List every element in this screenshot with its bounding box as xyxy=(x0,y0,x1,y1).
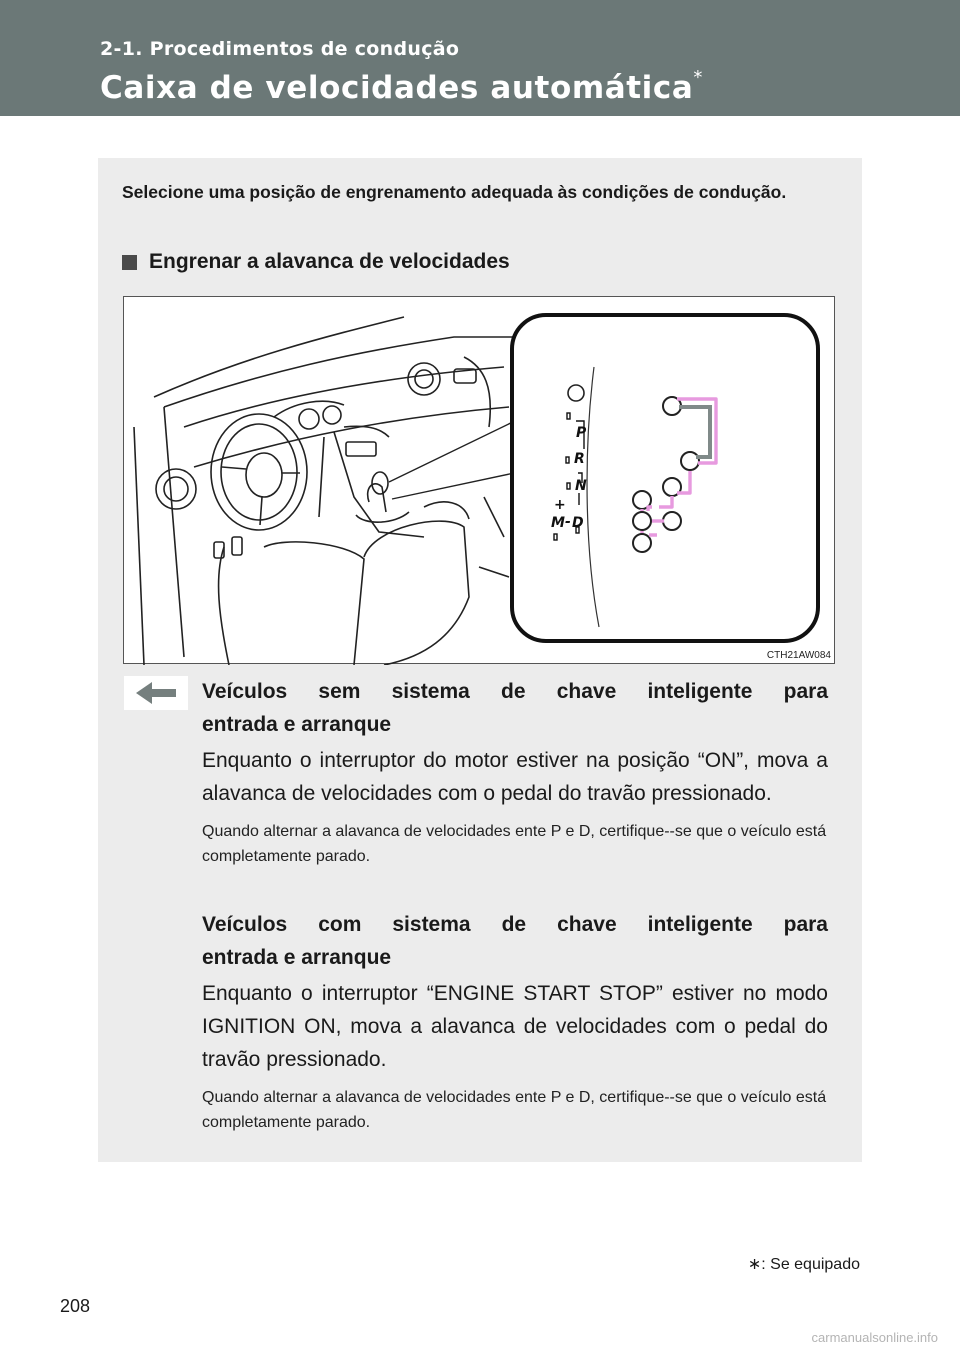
title-text: Caixa de velocidades automática xyxy=(100,70,694,106)
back-arrow-icon xyxy=(124,676,188,710)
shift-lever-illustration xyxy=(123,296,835,664)
page-number: 208 xyxy=(60,1296,91,1316)
block-note: Quando alternar a alavanca de velocidades ente P e D, certifique--se que o veículo está completamente parado. xyxy=(202,823,827,865)
equipped-mark: * xyxy=(693,66,704,88)
cockpit-drawing xyxy=(124,297,836,665)
gate-label-plus: + xyxy=(554,497,566,513)
gate-label-m: M xyxy=(551,515,565,531)
block-text: Enquanto o interruptor do motor estiver na posição “ON”, mova a alavanca de velocidades com o pedal do travão pressionado. xyxy=(202,749,828,805)
gate-label-d: D xyxy=(572,515,584,531)
footnote: ∗: Se equipado xyxy=(747,1256,860,1273)
heading-line-1: Veículos sem sistema de chave inteligente para xyxy=(202,680,828,703)
heading-line-2: entrada e arranque xyxy=(202,946,392,969)
watermark: carmanualsonline.info xyxy=(811,1330,938,1345)
block-no-smart-key xyxy=(202,675,828,869)
square-bullet-icon xyxy=(122,255,137,270)
heading-line-1: Veículos com sistema de chave inteligente para xyxy=(202,913,828,936)
block-smart-key xyxy=(202,908,828,1135)
page-header xyxy=(0,0,960,116)
subheading xyxy=(122,250,510,274)
page-title xyxy=(100,66,704,106)
block-heading xyxy=(202,908,828,974)
back-arrow-box xyxy=(124,676,188,710)
heading-line-2: entrada e arranque xyxy=(202,713,392,736)
intro-text: Selecione uma posição de engrenamento adequada às condições de condução. xyxy=(122,182,787,202)
block-text: Enquanto o interruptor “ENGINE START STOP” estiver no modo IGNITION ON, mova a alavanca de velocidades com o pedal do travão pressionado. xyxy=(202,982,828,1071)
section-title: 2-1. Procedimentos de condução xyxy=(100,38,460,60)
block-note: Quando alternar a alavanca de velocidades ente P e D, certifique--se que o veículo está completamente parado. xyxy=(202,1089,827,1131)
gate-label-r: R xyxy=(574,451,585,467)
gate-label-minus: - xyxy=(565,514,571,530)
block-heading xyxy=(202,675,828,741)
gate-label-p: P xyxy=(576,425,587,441)
gate-label-n: N xyxy=(575,478,587,494)
subheading-text: Engrenar a alavanca de velocidades xyxy=(149,250,510,273)
figure-code: CTH21AW084 xyxy=(766,650,831,661)
